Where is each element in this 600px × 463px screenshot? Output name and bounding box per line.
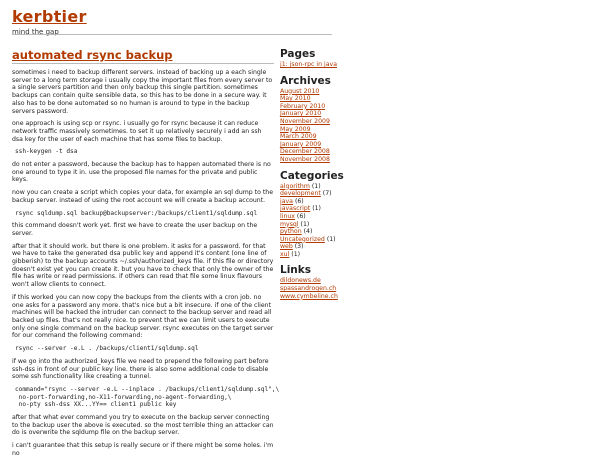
archive-link[interactable]: May 2009 (280, 125, 311, 133)
category-item (280, 251, 380, 259)
category-item (280, 228, 380, 236)
post-title-divider (12, 63, 274, 64)
sidebar (280, 48, 380, 306)
post-paragraph: do not enter a password, because the backup has to happen automated there is no one around to type it in. use the proposed file names for the private and public keys. (12, 161, 271, 184)
archive-link[interactable]: January 2009 (280, 140, 322, 148)
blogroll-item (280, 277, 380, 285)
category-link[interactable]: javascript (280, 205, 311, 213)
category-item (280, 183, 380, 191)
archive-link[interactable]: August 2010 (280, 87, 320, 95)
archive-item (280, 118, 380, 126)
post-paragraph: after that what ever command you try to execute on the backup server connecting to the backup user the above is executed. so the most terrible thing an attacker can do is overwrite the sqldump file on the backup server. (12, 414, 274, 437)
links-heading: Links (280, 264, 311, 277)
archive-item (280, 95, 380, 103)
archive-item (280, 148, 380, 156)
category-link[interactable]: xul (280, 250, 290, 258)
pages-item (280, 61, 380, 69)
category-item (280, 198, 380, 206)
code-block: rsync sqldump.sql backup@backupserver:/backups/client1/sqldump.sql (15, 209, 258, 217)
category-count: (1) (311, 182, 321, 190)
post-paragraph: after that it should work. but there is one problem. it asks for a password. for that we have to take the generated dsa public key and append it's content (one line of gibberish) to the backup accounts ~/.ssh/authorized_keys file. if this file or directory doesn't exist yet you can create it. but you have to check that only the owner of the file has write or read permissions. if others can read that file some linux flavours won't allow clients to connect. (12, 242, 274, 289)
blogroll-link[interactable]: dildonews.de (280, 277, 321, 285)
archive-item (280, 126, 380, 134)
categories-heading: Categories (280, 169, 344, 182)
category-link[interactable]: java (280, 197, 293, 205)
category-count: (7) (322, 190, 332, 198)
post-paragraph: this command doesn't work yet. first we have to create the user backup on the server. (12, 222, 258, 237)
category-link[interactable]: linux (280, 212, 295, 220)
archive-link[interactable]: November 2009 (280, 117, 330, 125)
category-item (280, 221, 380, 229)
categories-list (280, 183, 380, 259)
category-link[interactable]: python (280, 228, 302, 236)
category-count: (1) (291, 250, 301, 258)
code-block: rsync --server -e.L . /backups/client1/sqldump.sql (15, 345, 199, 353)
post-paragraph: if we go into the authorized_keys file we need to prepend the following part before ssh-dss in front of our public key line. there is also some additional code to disable some ssh functionality like creating a tunnel. (12, 357, 269, 381)
archive-item (280, 103, 380, 111)
blogroll-link[interactable]: spassandrogen.ch (280, 285, 337, 293)
blogroll-item (280, 293, 380, 301)
category-count: (4) (303, 228, 313, 236)
post-paragraph: now you can create a script which copies your data, for example an sql dump to the backup server. instead of using the root account we will create a backup account. (12, 189, 273, 204)
archive-link[interactable]: January 2010 (280, 110, 322, 118)
category-item (280, 213, 380, 221)
archive-link[interactable]: March 2009 (280, 133, 317, 141)
archive-item (280, 141, 380, 149)
category-link[interactable]: Uncategorized (280, 235, 325, 243)
archive-link[interactable]: December 2008 (280, 148, 330, 156)
category-item (280, 236, 380, 244)
category-link[interactable]: algorithm (280, 182, 310, 190)
page-link[interactable]: j1: json-rpc in java (280, 61, 338, 68)
category-count: (1) (300, 220, 310, 228)
category-link[interactable]: web (280, 243, 293, 251)
site-title-link[interactable]: kerbtier (12, 7, 87, 26)
post-title-link[interactable]: automated rsync backup (12, 48, 173, 62)
archive-item (280, 88, 380, 96)
pages-heading: Pages (280, 48, 316, 60)
category-link[interactable]: development (280, 190, 321, 198)
post-content (12, 48, 280, 463)
archives-heading: Archives (280, 74, 331, 87)
archive-item (280, 156, 380, 164)
post-paragraph: if this worked you can now copy the backups from the clients with a cron job. no one asks for a password any more. that's nice but a bit insecure. if one of the client machines will be hacked the intruder can connect to the backup server and read all backed up files. that's not really nice. to prevent that we can limit users to execute only one single command on the backup server. rsync executes on the target server for our command the following command: (12, 293, 274, 340)
archive-link[interactable]: February 2010 (280, 102, 326, 110)
code-block: ssh-keygen -t dsa (15, 148, 78, 156)
site-header (12, 8, 332, 36)
category-count: (6) (294, 197, 304, 205)
category-link[interactable]: mysql (280, 220, 299, 228)
category-count: (1) (312, 205, 321, 213)
links-list (280, 277, 380, 300)
category-item (280, 243, 380, 251)
archives-list (280, 88, 380, 164)
post-paragraph: i can't guarantee that this setup is really secure or if there might be some holes. i'm no (12, 442, 274, 457)
archive-item (280, 133, 380, 141)
category-count: (1) (326, 235, 336, 243)
header-divider (12, 34, 332, 35)
blogroll-item (280, 285, 380, 293)
blogroll-link[interactable]: www.cymbeline.ch (280, 292, 338, 300)
category-count: (3) (294, 243, 304, 251)
archive-link[interactable]: May 2010 (280, 95, 311, 103)
category-item (280, 205, 380, 213)
archive-item (280, 110, 380, 118)
category-item (280, 190, 380, 198)
category-count: (6) (296, 212, 306, 220)
code-block: command="rsync --server -e.L --inplace . /backups/client1/sqldump.sql",\ no-port-forwarding,no-X11-forwarding,no-agent-forwarding,\ no-pty ssh-dss XX...YY== client1 public key (15, 385, 280, 409)
site-tagline: mind the gap (12, 28, 59, 36)
post-paragraph: sometimes i need to backup different servers. instead of backing up a each single server to a long term storage i usually copy the important files from every server to a single servers partition and then only backup this single partition. sometimes backups can contain quite sensible data, so this has to be done in a secure way. it also has to be done automated so no human is around to type in the backup servers password. (12, 69, 273, 115)
post-paragraph: one approach is using scp or rsync. i usually go for rsync because it can reduce network traffic massively sometimes. to set it up relatively securely i add an ssh dsa key for the user of each machine that has some files to backup. (12, 120, 262, 143)
archive-link[interactable]: November 2008 (280, 155, 330, 163)
pages-list (280, 61, 380, 69)
